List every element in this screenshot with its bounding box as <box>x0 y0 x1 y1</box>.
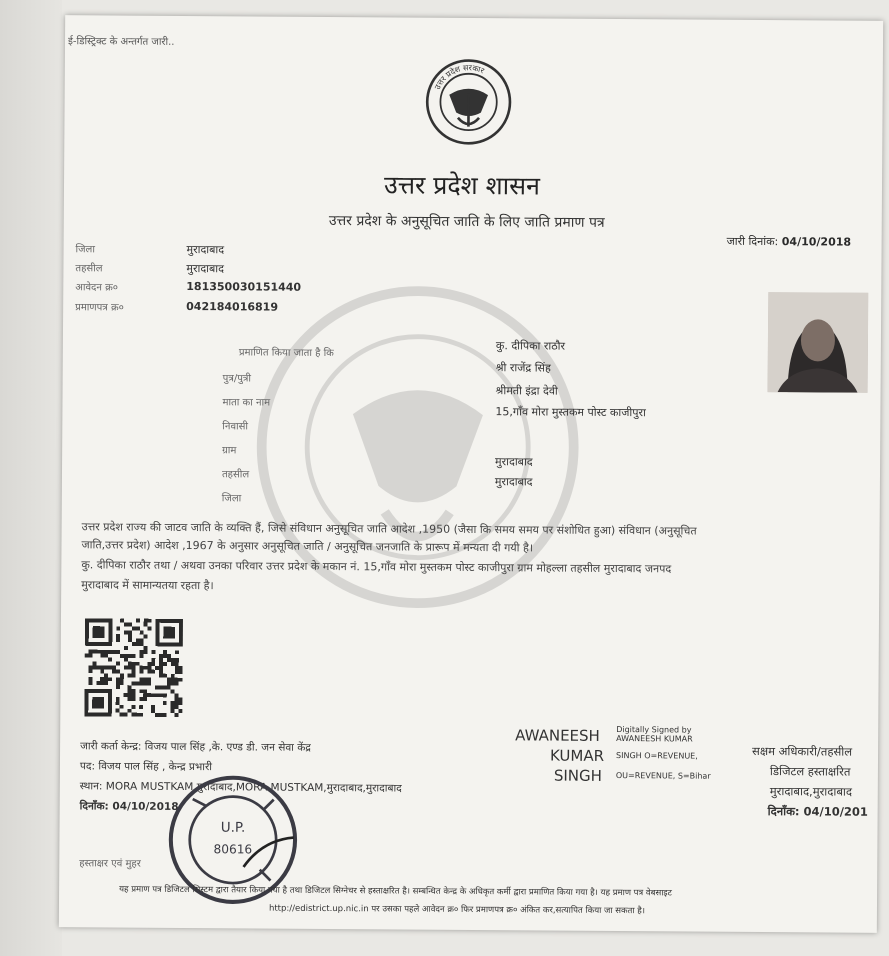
certificate-page <box>59 15 883 933</box>
field-value-mother: श्रीमती इंद्रा देवी <box>495 384 558 398</box>
emblem-text: उत्तर प्रदेश सरकार <box>432 63 486 91</box>
field-label-resident: निवासी <box>222 421 249 433</box>
meta-label-district: जिला <box>75 244 95 256</box>
meta-value-certificate-no: 042184016819 <box>186 300 279 314</box>
meta-value-application-no: 181350030151440 <box>186 280 302 294</box>
field-label-village: ग्राम <box>222 445 237 457</box>
page-title: उत्तर प्रदेश शासन <box>383 170 541 201</box>
field-value-father: श्री राजेंद्र सिंह <box>495 361 551 375</box>
page-subtitle: उत्तर प्रदेश के अनुसूचित जाति के लिए जाति प्रमाण पत्र <box>328 213 605 231</box>
signature-detail-line3: SINGH O=REVENUE, <box>616 751 698 761</box>
field-value-resident: 15,गाँव मोरा मुस्तकम पोस्ट काजीपुरा <box>495 405 646 420</box>
field-label-district: जिला <box>221 493 242 505</box>
footer-line-2: http://edistrict.up.nic.in पर उसका पहले आवेदन क्र० फिर प्रमाणपत्र क्र० अंकित कर,सत्यापित किया जा सकता है। <box>268 903 646 917</box>
meta-value-tehsil: मुरादाबाद <box>186 262 225 276</box>
issuer-seal-label: हस्ताक्षर एवं मुहर <box>79 858 141 870</box>
signature-detail-line2: AWANEESH KUMAR <box>616 734 693 744</box>
meta-label-application-no: आवेदन क्र० <box>75 282 119 294</box>
field-label-mother: माता का नाम <box>222 397 271 409</box>
up-government-emblem-icon <box>422 58 515 147</box>
header-note: ई-डिस्ट्रिक्ट के अन्तर्गत जारी.. <box>67 36 175 48</box>
person-photo-icon <box>768 292 869 393</box>
signature-name-line2: KUMAR <box>549 746 605 765</box>
meta-label-certificate-no: प्रमाणपत्र क्र० <box>75 302 124 314</box>
authority-title: सक्षम अधिकारी/तहसील <box>752 743 853 759</box>
stamp-number: 80616 <box>213 842 253 857</box>
field-label-certify: प्रमाणित किया जाता है कि <box>238 347 334 360</box>
authority-place: मुरादाबाद,मुरादाबाद <box>769 784 853 799</box>
background-left <box>0 0 62 956</box>
authority-date: दिनाँक: 04/10/201 <box>767 804 868 819</box>
stamp-text: U.P. <box>220 819 246 836</box>
field-label-son-daughter: पुत्र/पुत्री <box>222 373 252 385</box>
authority-sign: डिजिटल हस्ताक्षरित <box>769 764 851 779</box>
issue-date-label: जारी दिनांक: <box>726 234 779 249</box>
issuer-place: स्थान: MORA MUSTKAM,मुरादाबाद,MORA MUSTKAM,मुरादाबाद,मुरादाबाद <box>79 780 402 795</box>
applicant-photo <box>768 292 869 393</box>
field-label-tehsil: तहसील <box>221 469 250 481</box>
issue-date <box>727 234 852 250</box>
qr-code-icon <box>84 617 183 718</box>
issuer-post: पद: विजय पाल सिंह , केन्द्र प्रभारी <box>79 760 213 774</box>
footer-line-1: यह प्रमाण पत्र डिजिटल सिस्टम द्वारा तैयार किया गया है तथा डिजिटल सिग्नेचर से हस्ताक्षरित है। सम्बन्धित केन्द्र के अधिकृत कर्मी द्वारा प्रमाणित किया गया है। यह प्रमाण पत्र वेबसाइट <box>119 884 672 899</box>
body-line-1: उत्तर प्रदेश राज्य की जाटव जाति के व्यक्ति हैं, जिसे संविधान अनुसूचित जाति आदेश ,1950 (जैसा कि समय समय पर संशोधित हुआ) संविधान (अनुसूचित <box>81 520 697 538</box>
signature-detail-line4: OU=REVENUE, S=Bihar <box>615 771 711 781</box>
body-line-4: मुरादाबाद में सामान्यतया रहता है। <box>81 578 214 593</box>
signature-detail-line1: Digitally Signed by <box>616 725 692 735</box>
body-line-3: कु. दीपिका राठौर तथा / अथवा उनका परिवार उत्तर प्रदेश के मकान नं. 15,गाँव मोरा मुस्तकम पोस्ट काजीपुरा ग्राम मोहल्ला तहसील मुरादाबाद जनपद <box>81 558 672 576</box>
field-value-name: कु. दीपिका राठौर <box>495 339 566 353</box>
meta-value-district: मुरादाबाद <box>186 243 225 257</box>
meta-label-tehsil: तहसील <box>75 263 103 275</box>
svg-text:उत्तर प्रदेश सरकार <box>433 63 486 91</box>
issuer-center: जारी कर्ता केन्द्र: विजय पाल सिंह ,के. एण्ड डी. जन सेवा केंद्र <box>80 740 311 754</box>
issuer-date: दिनाँक: 04/10/2018 <box>79 800 179 813</box>
body-line-2: जाति,उत्तर प्रदेश) आदेश ,1967 के अनुसार अनुसूचित जाति / अनुसूचित जनजाति के प्रारूप में मन्यता दी गयी है। <box>81 538 534 555</box>
field-value-district: मुरादाबाद <box>494 475 533 489</box>
signature-name-line1: AWANEESH <box>515 726 600 745</box>
signature-name-line3: SINGH <box>553 766 603 785</box>
issue-date-value: 04/10/2018 <box>781 235 852 249</box>
field-value-tehsil: मुरादाबाद <box>495 455 533 469</box>
